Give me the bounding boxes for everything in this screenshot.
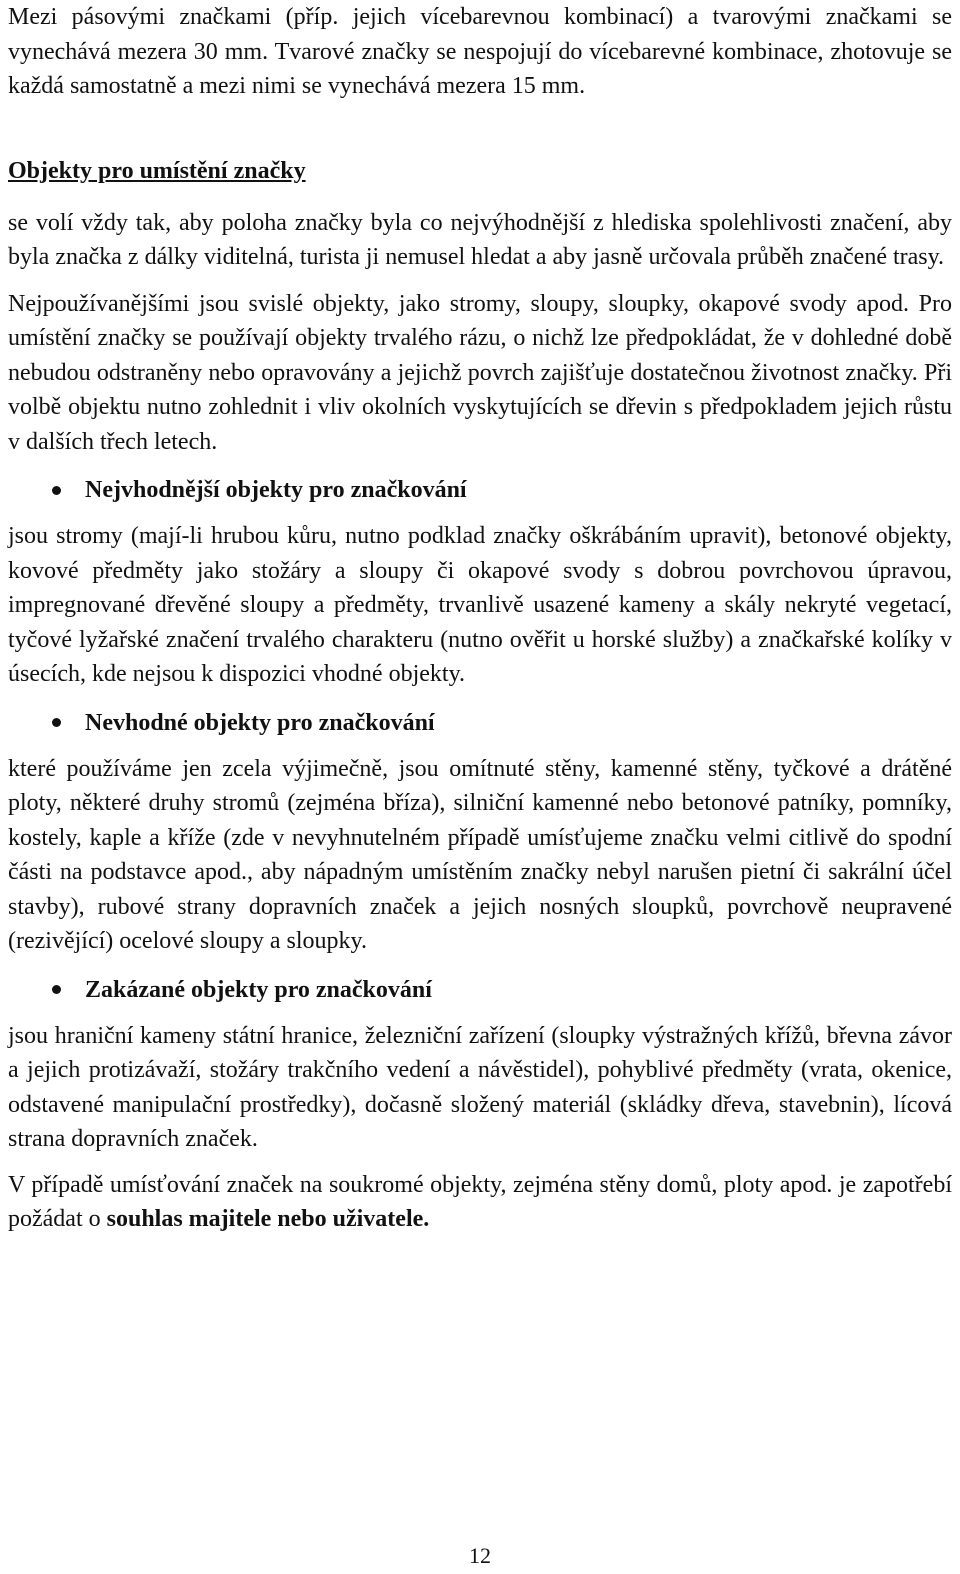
- page-number: 12: [469, 1543, 491, 1568]
- final-paragraph: [8, 1168, 952, 1237]
- forbidden-objects-heading: [8, 973, 952, 1007]
- suitable-objects-heading-text: Nejvhodnější objekty pro značkování: [85, 477, 467, 503]
- suitable-objects-heading: [8, 473, 952, 507]
- unsuitable-objects-heading: [8, 706, 952, 740]
- forbidden-objects-heading-text: Zakázané objekty pro značkování: [85, 976, 432, 1003]
- suitable-objects-paragraph: jsou stromy (mají-li hrubou kůru, nutno podklad značky oškrábáním upravit), betonové objekty, kovové předměty jako stožáry a sloupy či okapové svody s dobrou povrchovou úpravou, impregnované dřevěné sloupy a předměty, trvanlivě usazené kameny a skály nekryté vegetací, tyčové lyžařské značení trvalého charakteru (nutno ověřit u horské služby) a značkařské kolíky v úsecích, kde nejsou k dispozici vhodné objekty.: [8, 523, 952, 687]
- intro-paragraph: Mezi pásovými značkami (příp. jejich vícebarevnou kombinací) a tvarovými značkami se vynechává mezera 30 mm. Tvarové značky se nespojují do vícebarevné kombinace, zhotovuje se každá samostatně a mezi nimi se vynechává mezera 15 mm.: [8, 4, 952, 99]
- bullet-icon: [52, 486, 61, 495]
- objects-heading: Objekty pro umístění značky: [8, 157, 306, 184]
- objects-paragraph-1: se volí vždy tak, aby poloha značky byla co nejvýhodnější z hlediska spolehlivosti značení, aby byla značka z dálky viditelná, turista ji nemusel hledat a aby jasně určovala průběh značené trasy.: [8, 209, 952, 270]
- bullet-icon: [52, 985, 61, 994]
- final-paragraph-emphasis: souhlas majitele nebo uživatele.: [106, 1206, 430, 1232]
- objects-paragraph-2: Nejpoužívanějšími jsou svislé objekty, jako stromy, sloupy, sloupky, okapové svody apod. Pro umístění značky se používají objekty trvalého rázu, o nichž lze předpokládat, že v dohledné době nebudou odstraněny nebo opravovány a jejichž povrch zajišťuje dostatečnou životnost značky. Při volbě objektu nutno zohlednit i vliv okolních vyskytujících se dřevin s předpokladem jejich růstu v dalších třech letech.: [8, 290, 952, 455]
- unsuitable-objects-paragraph: které používáme jen zcela výjimečně, jsou omítnuté stěny, kamenné stěny, tyčkové a drátěné ploty, některé druhy stromů (zejména bříza), silniční kamenné nebo betonové patníky, pomníky, kostely, kaple a kříže (zde v nevyhnutelném případě umísťujeme značku velmi citlivě do spodní části na podstavce apod., aby nápadným umístěním značky nebyl narušen pietní či sakrální účel stavby), rubové strany dopravních značek a jejich nosných sloupků, povrchově neupravené (rezivějící) ocelové sloupy a sloupky.: [8, 755, 952, 954]
- final-paragraph-text: V případě umísťování značek na soukromé objekty, zejména stěny domů, ploty apod. je zapotřebí požádat o: [8, 1171, 952, 1232]
- bullet-icon: [52, 718, 61, 727]
- unsuitable-objects-heading-text: Nevhodné objekty pro značkování: [85, 709, 435, 736]
- forbidden-objects-paragraph: jsou hraniční kameny státní hranice, železniční zařízení (sloupky výstražných křížů, břevna závor a jejich protizávaží, stožáry trakčního vedení a návěstidel), pohyblivé předměty (vrata, okenice, odstavené manipulační prostředky), dočasně složený materiál (skládky dřeva, stavebnin), lícová strana dopravních značek.: [8, 1022, 952, 1152]
- document-page: [8, 0, 952, 1237]
